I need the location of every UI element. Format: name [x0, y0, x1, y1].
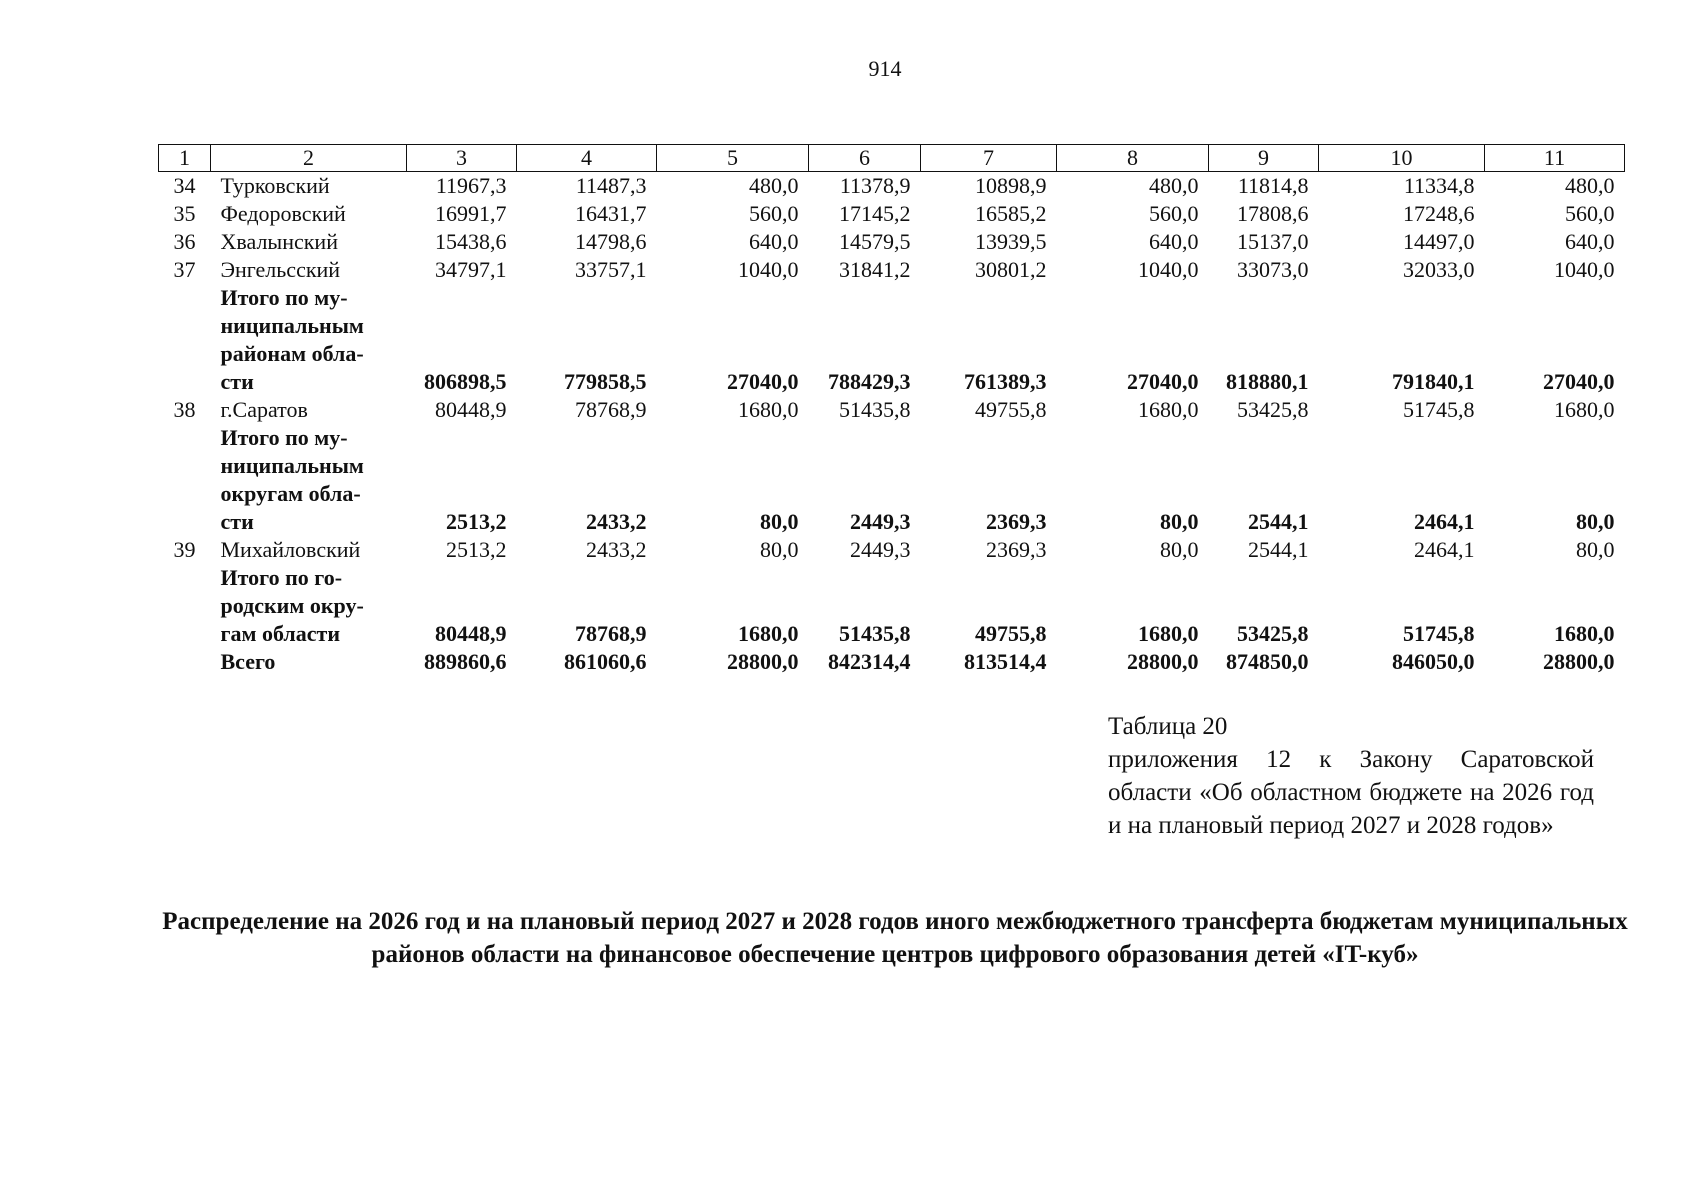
value-cell: 779858,5	[564, 369, 647, 394]
table-total-row	[159, 648, 1625, 676]
value-cell: 53425,8	[1237, 397, 1309, 422]
value-cell: 11334,8	[1403, 173, 1475, 198]
budget-table-container	[158, 144, 1624, 676]
table-header	[159, 145, 1625, 172]
table-row	[159, 396, 1625, 424]
value-cell: 2449,3	[850, 537, 911, 562]
row-number	[159, 424, 211, 536]
value-cell: 33757,1	[575, 257, 647, 282]
value-cell: 80,0	[1160, 509, 1199, 534]
value-cell: 16585,2	[975, 201, 1047, 226]
value-cell: 80,0	[760, 509, 799, 534]
column-header-6: 6	[809, 145, 921, 172]
value-cell: 80,0	[1576, 509, 1615, 534]
value-cell: 2513,2	[446, 509, 507, 534]
value-cell: 51435,8	[839, 397, 911, 422]
appendix-note	[1108, 710, 1594, 842]
appendix-text: приложения 12 к Закону Саратовской области «Об областном бюджете на 2026 год и на плановый период 2027 и 2028 годов»	[1108, 746, 1594, 839]
value-cell: 17145,2	[839, 201, 911, 226]
value-cell: 813514,4	[964, 649, 1047, 674]
value-cell: 560,0	[749, 201, 799, 226]
row-number: 36	[173, 229, 196, 254]
value-cell: 2433,2	[586, 509, 647, 534]
value-cell: 2544,1	[1248, 509, 1309, 534]
value-cell: 80448,9	[435, 397, 507, 422]
value-cell: 13939,5	[975, 229, 1047, 254]
column-header-10: 10	[1319, 145, 1485, 172]
value-cell: 2369,3	[986, 509, 1047, 534]
column-header-8: 8	[1057, 145, 1209, 172]
value-cell: 27040,0	[1127, 369, 1199, 394]
value-cell: 11487,3	[575, 173, 647, 198]
value-cell: 2369,3	[986, 537, 1047, 562]
value-cell: 480,0	[1565, 173, 1615, 198]
table-total-row	[159, 564, 1625, 648]
value-cell: 11967,3	[435, 173, 507, 198]
value-cell: 560,0	[1149, 201, 1199, 226]
value-cell: 14579,5	[839, 229, 911, 254]
column-header-7: 7	[921, 145, 1057, 172]
column-header-2: 2	[211, 145, 407, 172]
value-cell: 2544,1	[1248, 537, 1309, 562]
table-row	[159, 172, 1625, 201]
value-cell: 1680,0	[1554, 397, 1615, 422]
value-cell: 818880,1	[1226, 369, 1309, 394]
value-cell: 80,0	[1576, 537, 1615, 562]
value-cell: 11814,8	[1237, 173, 1309, 198]
row-number: 39	[173, 537, 196, 562]
value-cell: 889860,6	[424, 649, 507, 674]
value-cell: 640,0	[1565, 229, 1615, 254]
value-cell: 78768,9	[575, 397, 647, 422]
row-name: Хвалынский	[220, 229, 338, 254]
page-number: 914	[868, 56, 902, 81]
value-cell: 14798,6	[575, 229, 647, 254]
row-name: Всего	[220, 649, 276, 674]
value-cell: 640,0	[749, 229, 799, 254]
value-cell: 846050,0	[1392, 649, 1475, 674]
row-number: 35	[173, 201, 196, 226]
value-cell: 80448,9	[435, 621, 507, 646]
value-cell: 16991,7	[435, 201, 507, 226]
header-row	[159, 145, 1625, 172]
value-cell: 480,0	[749, 173, 799, 198]
value-cell: 30801,2	[975, 257, 1047, 282]
value-cell: 2464,1	[1414, 509, 1475, 534]
value-cell: 761389,3	[964, 369, 1047, 394]
value-cell: 33073,0	[1237, 257, 1309, 282]
value-cell: 32033,0	[1403, 257, 1475, 282]
row-number: 34	[173, 173, 196, 198]
row-number	[159, 648, 211, 676]
value-cell: 2513,2	[446, 537, 507, 562]
row-name: Энгельсский	[220, 257, 341, 282]
value-cell: 480,0	[1149, 173, 1199, 198]
column-header-3: 3	[407, 145, 517, 172]
row-name: Итого по му- ниципальным районам обла- сти	[220, 285, 364, 394]
appendix-table-number: Таблица 20	[1108, 713, 1228, 740]
value-cell: 28800,0	[1127, 649, 1199, 674]
column-header-5: 5	[657, 145, 809, 172]
value-cell: 51745,8	[1403, 397, 1475, 422]
table-total-row	[159, 284, 1625, 396]
value-cell: 10898,9	[975, 173, 1047, 198]
value-cell: 53425,8	[1237, 621, 1309, 646]
value-cell: 51745,8	[1403, 621, 1475, 646]
table-row	[159, 228, 1625, 256]
value-cell: 874850,0	[1226, 649, 1309, 674]
row-number	[159, 284, 211, 396]
value-cell: 1680,0	[1138, 621, 1199, 646]
value-cell: 1680,0	[738, 621, 799, 646]
value-cell: 51435,8	[839, 621, 911, 646]
row-name: Итого по му- ниципальным округам обла- сти	[220, 425, 364, 534]
row-number: 38	[173, 397, 196, 422]
value-cell: 1040,0	[1554, 257, 1615, 282]
table-body	[159, 172, 1625, 677]
value-cell: 31841,2	[839, 257, 911, 282]
table-row	[159, 536, 1625, 564]
value-cell: 560,0	[1565, 201, 1615, 226]
value-cell: 34797,1	[435, 257, 507, 282]
column-header-9: 9	[1209, 145, 1319, 172]
value-cell: 14497,0	[1403, 229, 1475, 254]
value-cell: 1680,0	[1138, 397, 1199, 422]
table-row	[159, 200, 1625, 228]
value-cell: 28800,0	[727, 649, 799, 674]
value-cell: 791840,1	[1392, 369, 1475, 394]
value-cell: 1040,0	[1138, 257, 1199, 282]
value-cell: 15137,0	[1237, 229, 1309, 254]
value-cell: 80,0	[1160, 537, 1199, 562]
value-cell: 2433,2	[586, 537, 647, 562]
section-heading: Распределение на 2026 год и на плановый период 2027 и 2028 годов иного межбюджетного трансферта бюджетам муниципальных районов области на финансовое обеспечение центров цифрового образования детей «IT-куб»	[162, 908, 1628, 968]
value-cell: 49755,8	[975, 621, 1047, 646]
value-cell: 78768,9	[575, 621, 647, 646]
value-cell: 806898,5	[424, 369, 507, 394]
value-cell: 15438,6	[435, 229, 507, 254]
value-cell: 16431,7	[575, 201, 647, 226]
table-row	[159, 256, 1625, 284]
table-total-row	[159, 424, 1625, 536]
value-cell: 788429,3	[828, 369, 911, 394]
value-cell: 1040,0	[738, 257, 799, 282]
value-cell: 49755,8	[975, 397, 1047, 422]
budget-table	[158, 144, 1625, 676]
value-cell: 17808,6	[1237, 201, 1309, 226]
value-cell: 1680,0	[738, 397, 799, 422]
value-cell: 28800,0	[1543, 649, 1615, 674]
value-cell: 2449,3	[850, 509, 911, 534]
value-cell: 842314,4	[828, 649, 911, 674]
value-cell: 2464,1	[1414, 537, 1475, 562]
row-name: Турковский	[220, 173, 330, 198]
row-name: Михайловский	[220, 537, 361, 562]
value-cell: 27040,0	[1543, 369, 1615, 394]
value-cell: 1680,0	[1554, 621, 1615, 646]
row-name: Федоровский	[220, 201, 346, 226]
value-cell: 80,0	[760, 537, 799, 562]
value-cell: 640,0	[1149, 229, 1199, 254]
column-header-11: 11	[1485, 145, 1625, 172]
value-cell: 11378,9	[839, 173, 911, 198]
value-cell: 861060,6	[564, 649, 647, 674]
column-header-1: 1	[159, 145, 211, 172]
row-name: Итого по го- родским окру- гам области	[220, 565, 364, 646]
row-number: 37	[173, 257, 196, 282]
row-name: г.Саратов	[220, 397, 308, 422]
column-header-4: 4	[517, 145, 657, 172]
row-number	[159, 564, 211, 648]
value-cell: 27040,0	[727, 369, 799, 394]
value-cell: 17248,6	[1403, 201, 1475, 226]
